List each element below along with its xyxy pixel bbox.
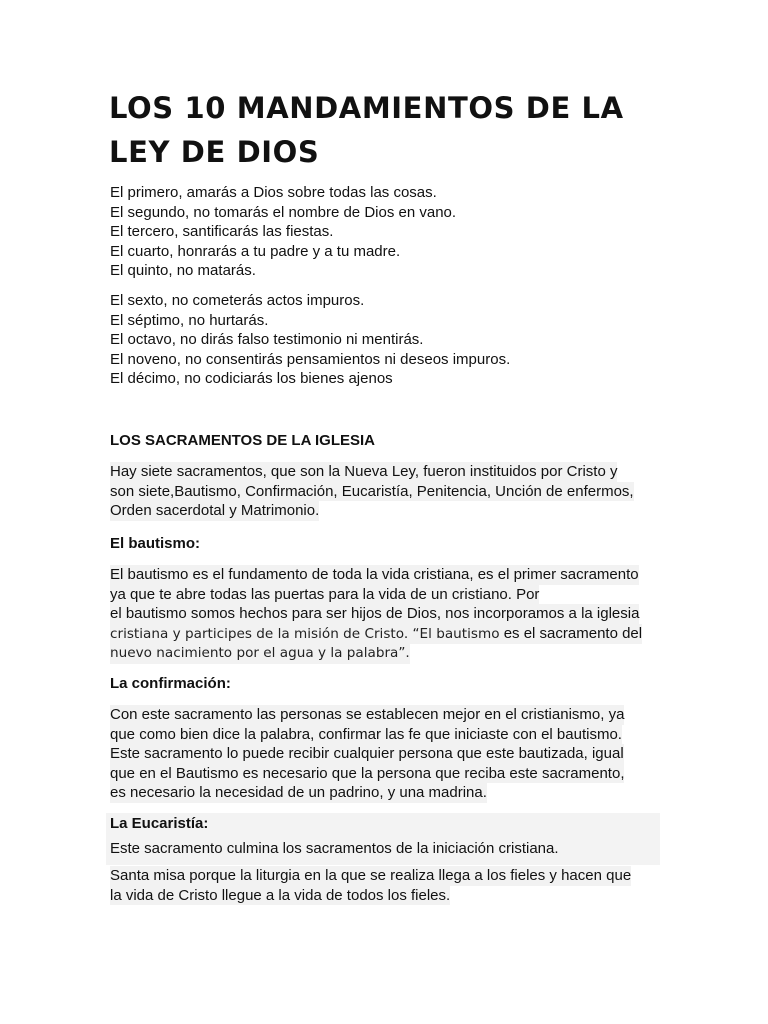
commandment-9: El noveno, no consentirás pensamientos ni deseos impuros. (110, 350, 511, 368)
commandment-5: El quinto, no matarás. (110, 262, 256, 279)
bautismo-line-3: el bautismo somos hechos para ser hijos de Dios, nos incorporamos a la iglesia (110, 605, 640, 622)
bautismo-paragraph (110, 565, 670, 664)
sacramentos-intro-line-1: Hay siete sacramentos, que son la Nueva Ley, fueron instituidos por Cristo y (110, 463, 618, 480)
eucaristia-line-1-block (110, 839, 670, 859)
sacramentos-intro (110, 462, 670, 521)
commandments-group-1 (110, 183, 670, 281)
bautismo-line-4 (110, 624, 642, 645)
eucaristia-line-2: Santa misa porque la liturgia en la que se realiza llega a los fieles y hacen que (110, 867, 632, 884)
confirmacion-line-5: es necesario la necesidad de un padrino, y una madrina. (110, 784, 487, 801)
bautismo-line-4-quote: cristiana y participes de la misión de Cristo. “El bautismo (110, 625, 500, 642)
bautismo-heading: El bautismo: (110, 535, 201, 552)
commandment-1: El primero, amarás a Dios sobre todas las cosas. (110, 184, 437, 201)
sacramentos-heading: LOS SACRAMENTOS DE LA IGLESIA (110, 432, 376, 449)
bautismo-line-4-end: es el sacramento del (499, 624, 643, 642)
commandments-group-2 (110, 291, 670, 389)
commandment-10: El décimo, no codiciarás los bienes ajenos (110, 370, 393, 387)
confirmacion-line-3: Este sacramento lo puede recibir cualquier persona que este bautizada, igual (110, 745, 624, 762)
eucaristia-heading: La Eucaristía: (110, 815, 209, 832)
sacramentos-intro-line-2: son siete,Bautismo, Confirmación, Eucaristía, Penitencia, Unción de enfermos, (110, 482, 634, 500)
commandment-8: El octavo, no dirás falso testimonio ni mentirás. (110, 331, 424, 348)
bautismo-line-5: nuevo nacimiento por el agua y la palabra”. (110, 644, 410, 664)
commandment-7: El séptimo, no hurtarás. (110, 311, 269, 329)
confirmacion-heading: La confirmación: (110, 675, 231, 692)
confirmacion-line-1: Con este sacramento las personas se establecen mejor en el cristianismo, ya (110, 706, 625, 723)
commandment-6: El sexto, no cometerás actos impuros. (110, 292, 365, 309)
confirmacion-line-4: que en el Bautismo es necesario que la persona que reciba este sacramento, (110, 764, 625, 782)
eucaristia-line-3: la vida de Cristo llegue a la vida de todos los fieles. (110, 886, 451, 904)
confirmacion-paragraph (110, 705, 670, 803)
commandment-4: El cuarto, honrarás a tu padre y a tu madre. (110, 242, 401, 260)
commandment-2: El segundo, no tomarás el nombre de Dios en vano. (110, 203, 457, 221)
title-line-2: LEY DE DIOS (109, 135, 320, 169)
bautismo-line-1: El bautismo es el fundamento de toda la vida cristiana, es el primer sacramento (110, 566, 639, 583)
sacramentos-intro-line-3: Orden sacerdotal y Matrimonio. (110, 502, 320, 519)
commandment-3: El tercero, santificarás las fiestas. (110, 223, 334, 240)
bautismo-line-2: ya que te abre todas las puertas para la vida de un cristiano. Por (110, 585, 540, 603)
title-line-1: LOS 10 MANDAMIENTOS DE LA (109, 91, 624, 125)
page-title (109, 86, 669, 174)
eucaristia-paragraph (110, 866, 670, 905)
eucaristia-line-1: Este sacramento culmina los sacramentos de la iniciación cristiana. (110, 840, 559, 857)
confirmacion-line-2: que como bien dice la palabra, confirmar las fe que iniciaste con el bautismo. (110, 725, 622, 743)
